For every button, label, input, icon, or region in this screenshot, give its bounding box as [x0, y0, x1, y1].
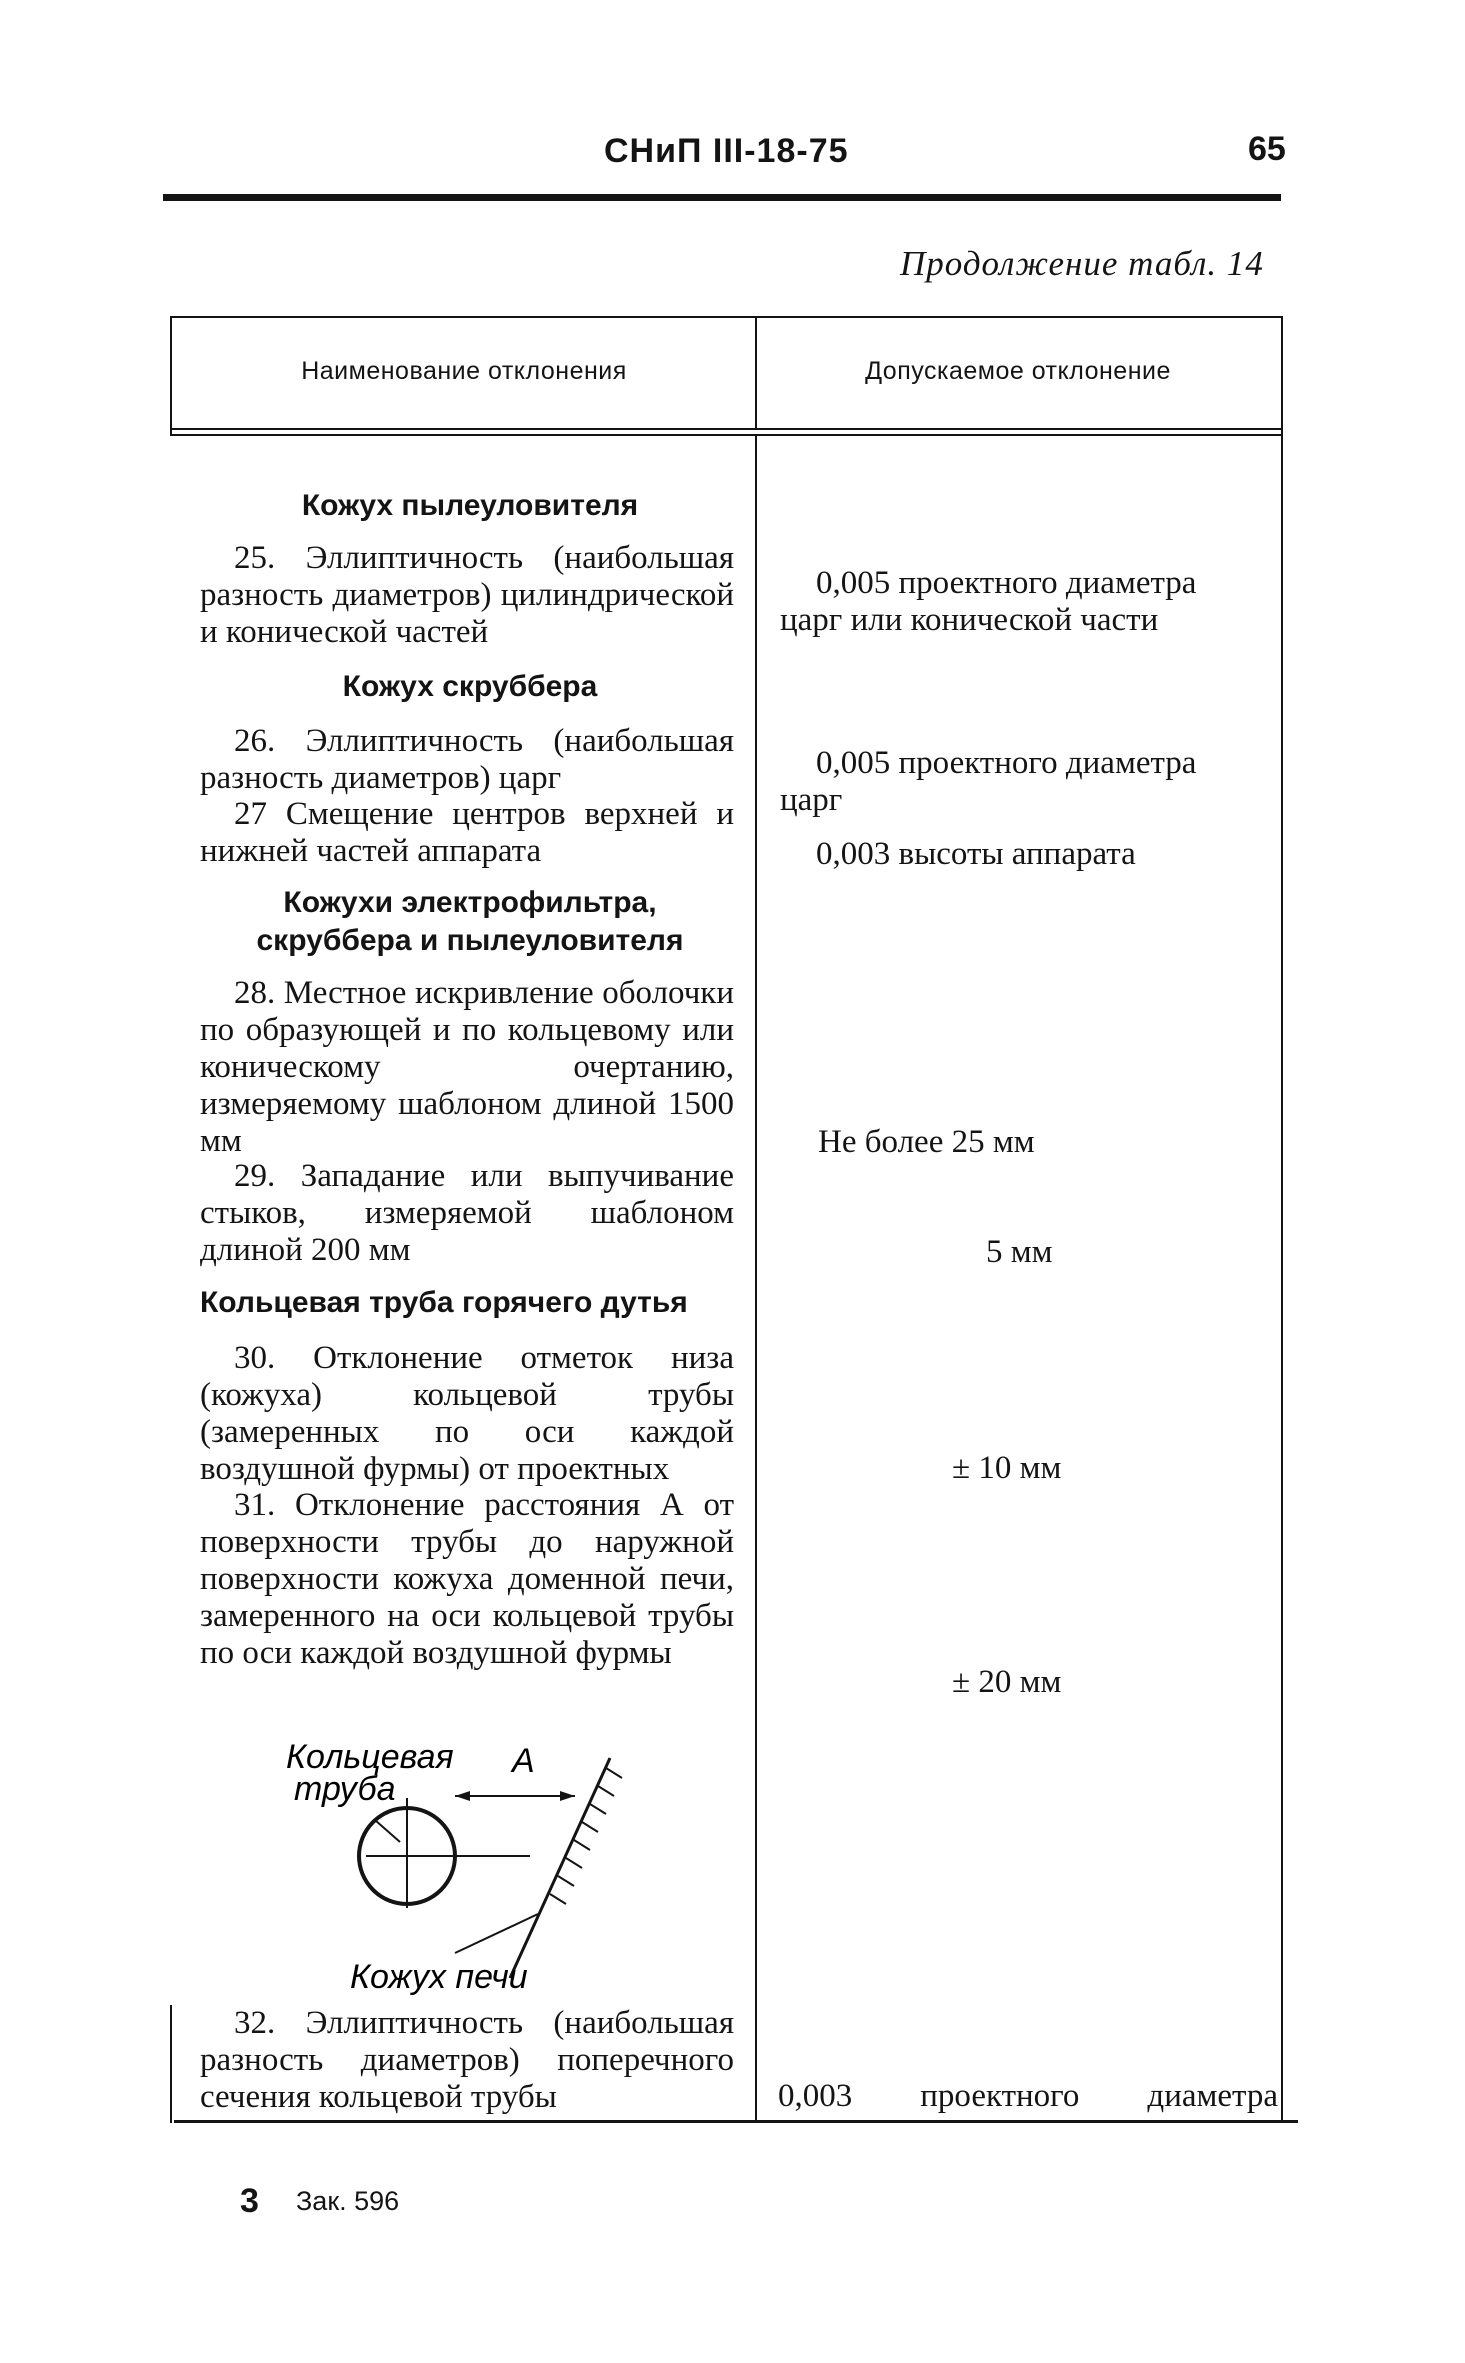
column-header-deviation-name: Наименование отклонения — [301, 357, 627, 385]
section-heading-dust-catcher: Кожух пылеуловителя — [301, 489, 639, 522]
table-top-rule — [170, 316, 1282, 318]
header-rule — [163, 194, 1281, 201]
page-number: 65 — [1248, 130, 1286, 168]
dimension-a-arrow-right — [560, 1791, 575, 1801]
sheet-signature-number: 3 — [240, 2182, 259, 2220]
label-dimension-a: А — [512, 1742, 535, 1780]
row-25-value: 0,005 проектного диаметра царг или конической части — [780, 565, 1197, 638]
row-30-value: ± 10 мм — [952, 1450, 1062, 1486]
order-number: Зак. 596 — [296, 2186, 400, 2216]
label-ring-pipe-line2: труба — [294, 1770, 396, 1808]
table-left-edge-bottom — [170, 2005, 172, 2123]
row-30-text: 30. Отклонение отметок низа (кожуха) кольцевой трубы (замеренных по оси каждой воздушной фурмы) от проектных — [200, 1340, 734, 1487]
row-29-value: 5 мм — [986, 1234, 1053, 1270]
row-29-text: 29. Западание или выпучивание стыков, измеряемой шаблоном длиной 200 мм — [200, 1158, 734, 1268]
row-31-value: ± 20 мм — [952, 1664, 1062, 1700]
table-continuation-caption: Продолжение табл. 14 — [900, 244, 1264, 283]
section-heading-electrofilter-line2: скруббера и пылеуловителя — [256, 924, 684, 957]
row-28-value: Не более 25 мм — [818, 1124, 1035, 1160]
label-furnace-casing: Кожух печи — [350, 1958, 528, 1996]
section-heading-electrofilter-line1: Кожухи электрофильтра, — [283, 886, 657, 919]
table-bottom-rule — [174, 2120, 1298, 2123]
row-27-value: 0,003 высоты аппарата — [816, 836, 1136, 872]
row-28-text: 28. Местное искривление оболочки по образующей и по кольцевому или коническому очертанию, измеряемому шаблоном длиной 1500 мм — [200, 975, 734, 1159]
table-right-edge — [1281, 316, 1283, 2120]
row-31-text: 31. Отклонение расстояния А от поверхности трубы до наружной поверхности кожуха доменной печи, замеренного на оси кольцевой трубы по оси каждой воздушной фурмы — [200, 1487, 734, 1671]
row-26-value: 0,005 проектного диаметра царг — [780, 745, 1197, 818]
pipe-leader — [375, 1820, 400, 1842]
column-divider-head — [755, 318, 757, 430]
table-header-rule-2 — [170, 434, 1282, 436]
casing-hatching — [550, 1768, 622, 1904]
row-26-text: 26. Эллиптичность (наибольшая разность диаметров) царг — [200, 723, 734, 796]
row-32-value: 0,003 проектного диаметра — [778, 2078, 1278, 2114]
row-32-text: 32. Эллиптичность (наибольшая разность диаметров) поперечного сечения кольцевой трубы — [200, 2005, 734, 2115]
ring-pipe-diagram — [280, 1738, 660, 1998]
section-heading-scrubber: Кожух скруббера — [342, 670, 598, 703]
section-heading-ring-pipe: Кольцевая труба горячего дутья — [200, 1286, 688, 1319]
row-25-text: 25. Эллиптичность (наибольшая разность диаметров) цилиндрической и конической частей — [200, 540, 734, 650]
running-header-title: СНиП III-18-75 — [604, 132, 849, 170]
column-divider — [755, 434, 757, 2120]
label-ring-pipe-line1: Кольцевая — [286, 1738, 454, 1776]
row-27-text: 27 Смещение центров верхней и нижней частей аппарата — [200, 796, 734, 869]
table-left-edge — [170, 316, 172, 436]
table-header-rule — [170, 428, 1282, 430]
column-header-allowed-deviation: Допускаемое отклонение — [865, 357, 1171, 385]
dimension-a-arrow-left — [455, 1791, 470, 1801]
